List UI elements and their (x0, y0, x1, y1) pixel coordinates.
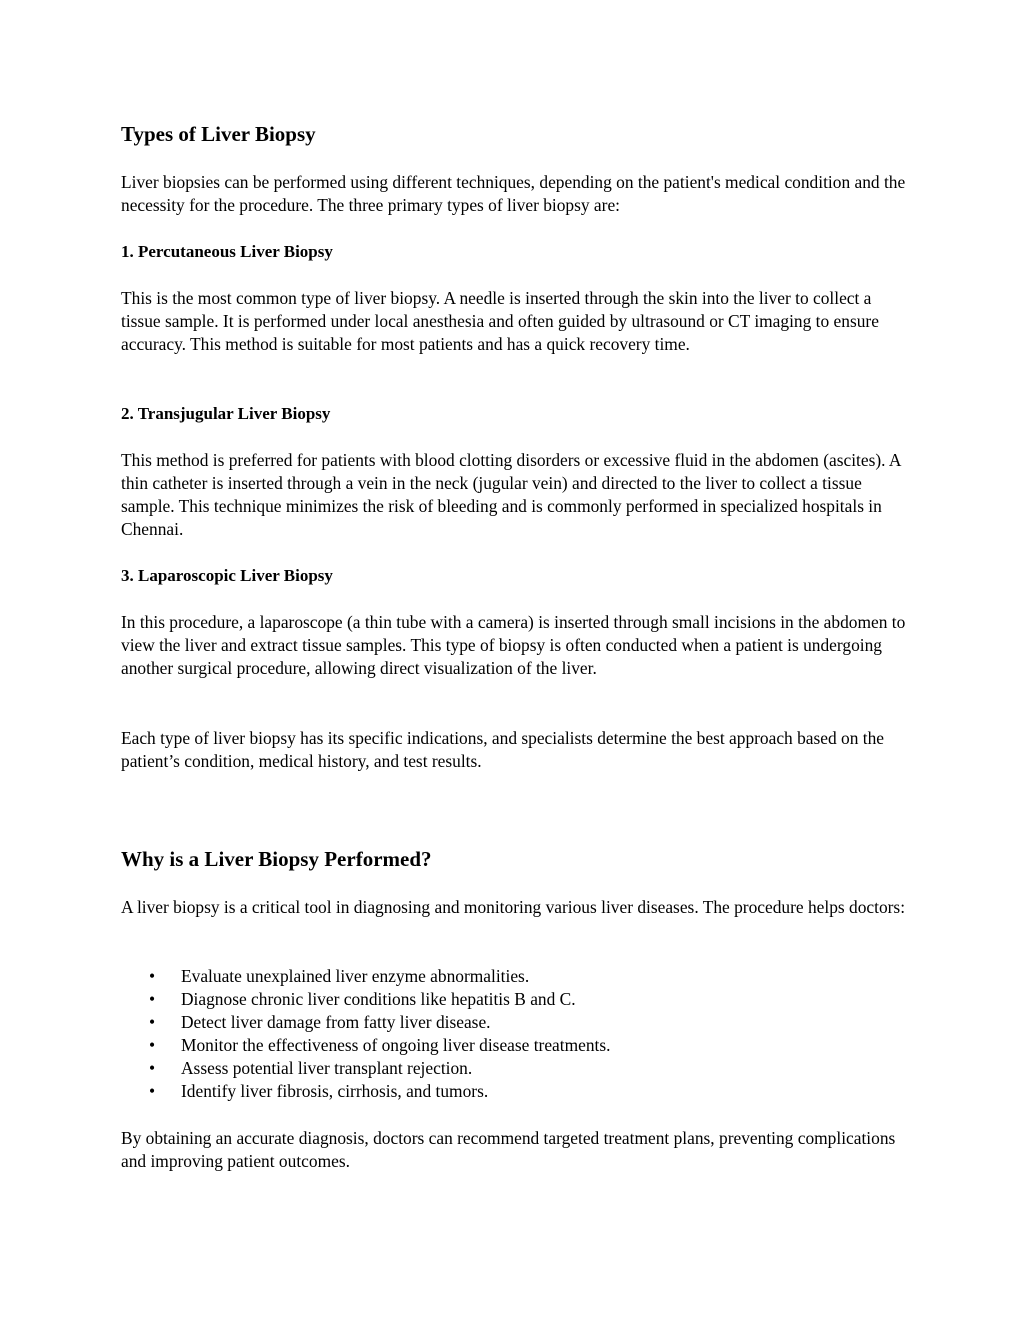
list-item (121, 988, 906, 1011)
bullet-icon: • (149, 1012, 156, 1032)
reasons-list (121, 965, 906, 1103)
why-intro-paragraph: A liver biopsy is a critical tool in diagnosing and monitoring various liver diseases. The procedure helps doctors: (121, 897, 906, 917)
list-item (121, 1011, 906, 1034)
list-item-text: Monitor the effectiveness of ongoing liver disease treatments. (181, 1035, 611, 1055)
bullet-icon: • (149, 1058, 156, 1078)
percutaneous-heading: 1. Percutaneous Liver Biopsy (121, 242, 333, 261)
percutaneous-paragraph: This is the most common type of liver biopsy. A needle is inserted through the skin into the liver to collect a tissue sample. It is performed under local anesthesia and often guided by ultrasound or CT imaging to ensure accuracy. This method is suitable for most patients and has a quick recovery time. (121, 288, 879, 354)
section-title-types: Types of Liver Biopsy (121, 122, 316, 146)
list-item (121, 1080, 906, 1103)
why-closing-paragraph: By obtaining an accurate diagnosis, doctors can recommend targeted treatment plans, preventing complications and improving patient outcomes. (121, 1128, 896, 1171)
list-item (121, 1034, 906, 1057)
laparoscopic-paragraph: In this procedure, a laparoscope (a thin tube with a camera) is inserted through small incisions in the abdomen to view the liver and extract tissue samples. This type of biopsy is often conducted when a patient is undergoing another surgical procedure, allowing direct visualization of the liver. (121, 612, 906, 678)
list-item-text: Assess potential liver transplant rejection. (181, 1058, 473, 1078)
list-item-text: Detect liver damage from fatty liver disease. (181, 1012, 491, 1032)
transjugular-paragraph: This method is preferred for patients with blood clotting disorders or excessive fluid in the abdomen (ascites). A thin catheter is inserted through a vein in the neck (jugular vein) and directed to the liver to collect a tissue sample. This technique minimizes the risk of bleeding and is commonly performed in specialized hospitals in Chennai. (121, 450, 901, 539)
bullet-icon: • (149, 966, 156, 986)
types-closing-paragraph: Each type of liver biopsy has its specific indications, and specialists determine the best approach based on the patient’s condition, medical history, and test results. (121, 728, 885, 771)
list-item (121, 1057, 906, 1080)
section-title-why: Why is a Liver Biopsy Performed? (121, 847, 432, 871)
laparoscopic-heading: 3. Laparoscopic Liver Biopsy (121, 566, 333, 585)
list-item-text: Evaluate unexplained liver enzyme abnormalities. (181, 966, 530, 986)
bullet-icon: • (149, 1035, 156, 1055)
types-intro-paragraph: Liver biopsies can be performed using different techniques, depending on the patient's medical condition and the necessity for the procedure. The three primary types of liver biopsy are: (121, 172, 906, 215)
bullet-icon: • (149, 989, 156, 1009)
list-item-text: Identify liver fibrosis, cirrhosis, and tumors. (181, 1081, 489, 1101)
transjugular-heading: 2. Transjugular Liver Biopsy (121, 404, 331, 423)
bullet-icon: • (149, 1081, 156, 1101)
list-item-text: Diagnose chronic liver conditions like hepatitis B and C. (181, 989, 576, 1009)
list-item (121, 965, 906, 988)
